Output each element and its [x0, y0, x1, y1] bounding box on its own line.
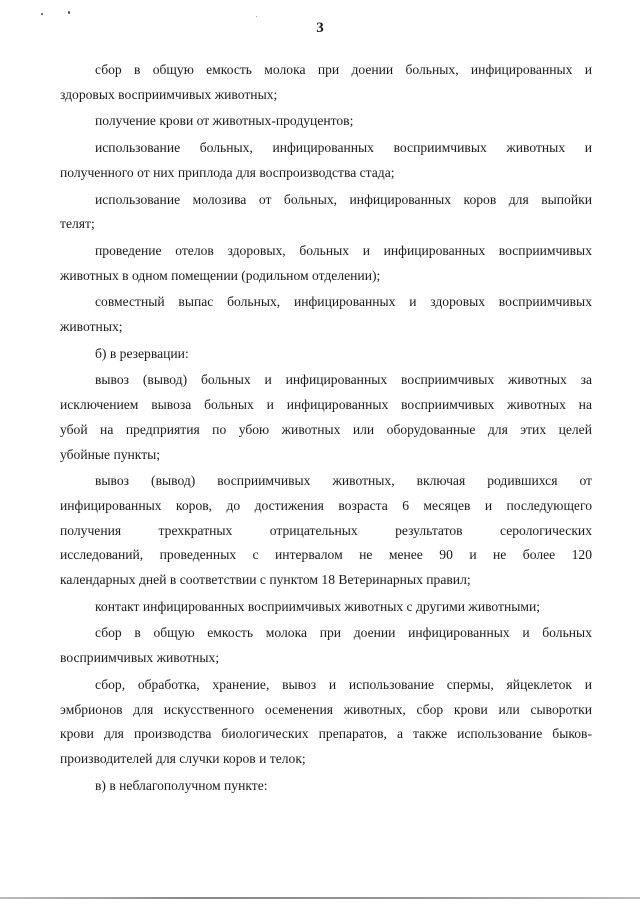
- text-line: крови для производства биологических препаратов, а также использование быков-: [60, 726, 592, 742]
- text-line: убой на предприятия по убою животных или оборудованные для этих целей: [60, 421, 592, 437]
- text-line: получение крови от животных-продуцентов;: [95, 113, 354, 129]
- text-line: восприимчивых животных;: [60, 650, 220, 666]
- text-line: проведение отелов здоровых, больных и инфицированных восприимчивых: [95, 242, 592, 258]
- text-line: получения трехкратных отрицательных результатов серологических: [60, 522, 592, 538]
- text-line: исключением вывоза больных и инфицированных восприимчивых животных на: [60, 397, 592, 413]
- paragraph: [60, 342, 592, 367]
- text-line: использование молозива от больных, инфицированных коров для выпойки: [95, 191, 592, 207]
- paragraph: [60, 368, 592, 467]
- text-line: исследований, проведенных с интервалом не менее 90 и не более 120: [60, 547, 592, 563]
- text-line: календарных дней в соответствии с пунктом 18 Ветеринарных правил;: [60, 572, 471, 588]
- text-line: б) в резервации:: [95, 345, 189, 361]
- scan-speck: [256, 16, 257, 17]
- paragraph: [60, 136, 592, 185]
- text-line: здоровых восприимчивых животных;: [60, 86, 278, 102]
- text-line: в) в неблагополучном пункте:: [95, 777, 268, 793]
- text-line: производителей для случки коров и телок;: [60, 750, 306, 766]
- paragraph: [60, 595, 592, 620]
- text-line: полученного от них приплода для воспроизводства стада;: [60, 164, 395, 180]
- text-line: совместный выпас больных, инфицированных и здоровых восприимчивых: [95, 294, 592, 310]
- paragraph: [60, 290, 592, 339]
- text-line: инфицированных коров, до достижения возраста 6 месяцев и последующего: [60, 497, 592, 513]
- paragraph: [60, 673, 592, 772]
- text-line: сбор в общую емкость молока при доении больных, инфицированных и: [95, 62, 592, 77]
- text-line: животных в одном помещении (родильном отделении);: [60, 267, 381, 283]
- text-line: эмбрионов для искусственного осеменения животных, сбор крови или сыворотки: [60, 701, 592, 717]
- paragraph: [60, 239, 592, 288]
- paragraph: [60, 621, 592, 670]
- scan-speck: [68, 11, 70, 14]
- scan-bottom-edge: [0, 897, 640, 899]
- text-line: сбор в общую емкость молока при доении инфицированных и больных: [95, 625, 592, 641]
- text-line: вывоз (вывод) восприимчивых животных, включая родившихся от: [95, 473, 592, 489]
- paragraph: [60, 469, 592, 593]
- paragraph: [60, 188, 592, 237]
- page-number: 3: [316, 20, 324, 36]
- paragraph: [60, 58, 592, 107]
- document-body: [60, 58, 592, 800]
- text-line: убойные пункты;: [60, 446, 161, 462]
- paragraph: [60, 109, 592, 134]
- text-line: вывоз (вывод) больных и инфицированных восприимчивых животных за: [95, 372, 592, 388]
- text-line: использование больных, инфицированных восприимчивых животных и: [95, 140, 592, 156]
- text-line: сбор, обработка, хранение, вывоз и использование спермы, яйцеклеток и: [95, 676, 592, 692]
- text-line: контакт инфицированных восприимчивых животных с другими животными;: [95, 598, 541, 614]
- paragraph: [60, 774, 592, 799]
- scan-speck: [41, 13, 43, 15]
- text-line: животных;: [60, 319, 123, 335]
- text-line: телят;: [60, 216, 95, 232]
